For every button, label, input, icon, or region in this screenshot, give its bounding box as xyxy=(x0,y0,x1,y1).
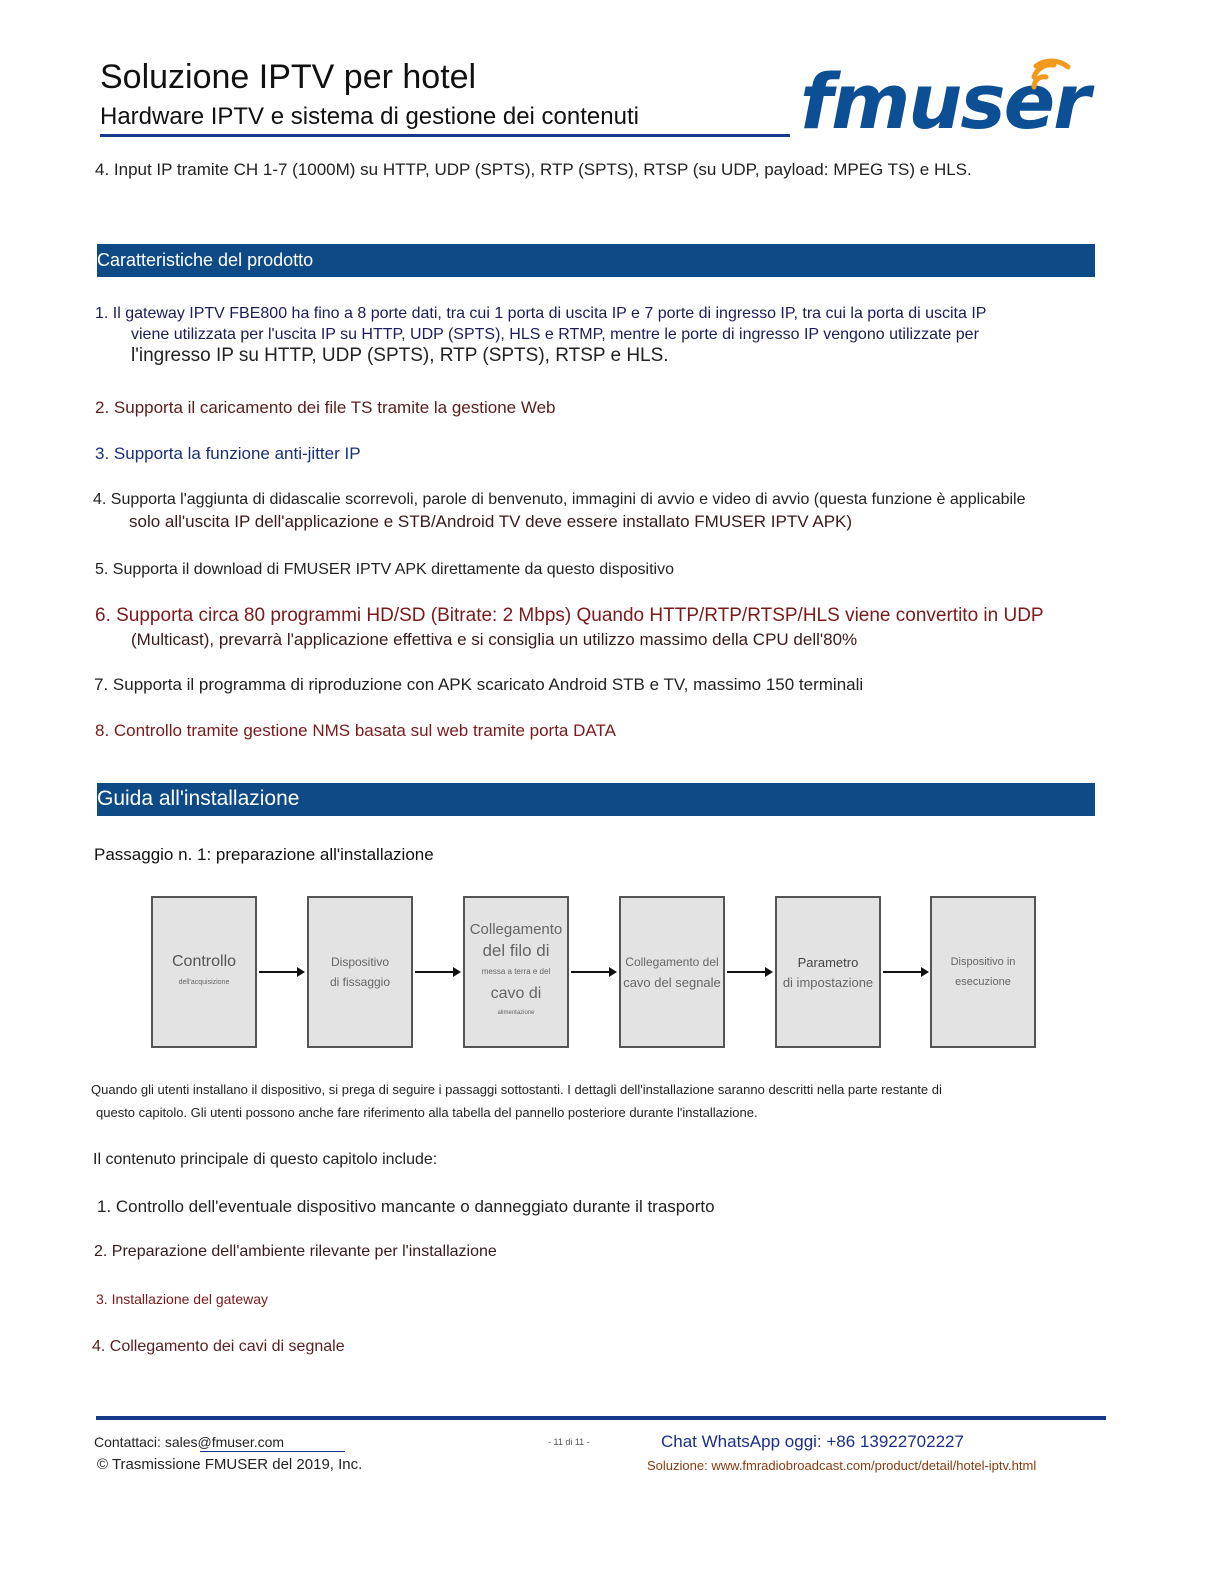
feature-line: 8. Controllo tramite gestione NMS basata sul web tramite porta DATA xyxy=(95,721,616,740)
flow-step-sublabel: di fissaggio xyxy=(329,975,391,989)
flow-step-sublabel: messa a terra e del xyxy=(481,967,551,976)
flow-step-run xyxy=(930,896,1036,1048)
footer-whatsapp[interactable]: Chat WhatsApp oggi: +86 13922702227 xyxy=(661,1432,964,1451)
features-section-bar xyxy=(97,244,1095,277)
header-divider xyxy=(100,134,790,137)
step-heading: Passaggio n. 1: preparazione all'installazione xyxy=(94,845,434,864)
feature-item xyxy=(95,444,361,464)
chapter-contents-item: 1. Controllo dell'eventuale dispositivo mancante o danneggiato durante il trasporto xyxy=(97,1197,715,1216)
feature-item xyxy=(95,721,616,741)
installation-paragraph: Quando gli utenti installano il dispositivo, si prega di seguire i passaggi sottostanti. I dettagli dell'installazione saranno descritti nella parte restante di xyxy=(91,1082,942,1097)
features-heading: Caratteristiche del prodotto xyxy=(97,250,314,270)
feature-line: 4. Supporta l'aggiunta di didascalie scorrevoli, parole di benvenuto, immagini di avvio e video di avvio (questa funzione è applicabile xyxy=(93,491,1026,508)
chapter-contents-item: 4. Collegamento dei cavi di segnale xyxy=(92,1338,345,1355)
feature-item xyxy=(95,398,556,418)
feature-line: 3. Supporta la funzione anti-jitter IP xyxy=(95,444,361,463)
flow-arrow xyxy=(259,971,303,973)
flow-step-sublabel: esecuzione xyxy=(955,976,1011,988)
flow-step-sublabel: alimentazione xyxy=(497,1010,535,1016)
footer-contact[interactable]: Contattaci: sales@fmuser.com xyxy=(94,1434,285,1450)
flow-step-label: Controllo xyxy=(171,953,237,970)
signal-waves-icon xyxy=(1028,57,1078,97)
flow-step-label: Parametro xyxy=(797,955,859,970)
flow-arrow xyxy=(727,971,771,973)
feature-item xyxy=(93,491,1026,532)
feature-line: 5. Supporta il download di FMUSER IPTV APK direttamente da questo dispositivo xyxy=(95,561,674,578)
flow-arrow xyxy=(415,971,459,973)
flow-step-signal-cable xyxy=(619,896,725,1048)
chapter-contents-item: 2. Preparazione dell'ambiente rilevante per l'installazione xyxy=(94,1243,497,1260)
feature-line: viene utilizzata per l'uscita IP su HTTP, UDP (SPTS), HLS e RTMP, mentre le porte di ingresso IP vengono utilizzate per xyxy=(131,326,979,343)
document-subtitle: Hardware IPTV e sistema di gestione dei contenuti xyxy=(100,103,639,130)
flow-step-label: Collegamento xyxy=(469,921,563,938)
feature-item xyxy=(94,675,863,695)
flow-arrow xyxy=(883,971,927,973)
feature-line: 1. Il gateway IPTV FBE800 ha fino a 8 porte dati, tra cui 1 porta di uscita IP e 7 porte di ingresso IP, tra cui la porta di uscita IP xyxy=(95,305,987,322)
flow-step-label: del filo di xyxy=(482,941,550,960)
page-number: - 11 di 11 - xyxy=(548,1437,590,1447)
flow-step-parameters xyxy=(775,896,881,1048)
flow-step-label: Dispositivo xyxy=(330,955,390,969)
footer-solution-link[interactable]: Soluzione: www.fmradiobroadcast.com/product/detail/hotel-iptv.html xyxy=(647,1458,1037,1473)
feature-line: 7. Supporta il programma di riproduzione con APK scaricato Android STB e TV, massimo 150 terminali xyxy=(94,675,864,694)
feature-line: 2. Supporta il caricamento dei file TS tramite la gestione Web xyxy=(95,398,556,417)
installation-section-bar xyxy=(97,783,1095,816)
footer-email-underline xyxy=(200,1451,345,1452)
flow-step-sublabel: dell'acquisizione xyxy=(178,979,230,986)
feature-item xyxy=(95,305,986,367)
flow-step-label: Collegamento del xyxy=(625,955,719,969)
flow-step-check xyxy=(151,896,257,1048)
feature-item xyxy=(95,605,1044,650)
installation-paragraph: questo capitolo. Gli utenti possono anche fare riferimento alla tabella del pannello posteriore durante l'installazione. xyxy=(96,1105,758,1120)
logo-wordmark: fmuser xyxy=(800,57,1089,146)
feature-line: l'ingresso IP su HTTP, UDP (SPTS), RTP (SPTS), RTSP e HLS. xyxy=(131,345,669,366)
feature-line: (Multicast), prevarrà l'applicazione effettiva e si consiglia un utilizzo massimo della CPU dell'80% xyxy=(131,630,858,649)
footer-copyright: © Trasmissione FMUSER del 2019, Inc. xyxy=(97,1456,363,1473)
flow-step-sublabel: di impostazione xyxy=(782,975,874,990)
feature-line: solo all'uscita IP dell'applicazione e STB/Android TV deve essere installato FMUSER IPTV APK) xyxy=(129,512,853,531)
flow-step-label: cavo di xyxy=(490,985,542,1002)
feature-item xyxy=(95,561,674,579)
flow-step-label: Dispositivo in xyxy=(950,956,1016,968)
intro-line: 4. Input IP tramite CH 1-7 (1000M) su HTTP, UDP (SPTS), RTP (SPTS), RTSP (su UDP, payload: MPEG TS) e HLS. xyxy=(95,160,972,179)
flow-step-ground-wire xyxy=(463,896,569,1048)
feature-line: 6. Supporta circa 80 programmi HD/SD (Bitrate: 2 Mbps) Quando HTTP/RTP/RTSP/HLS viene convertito in UDP xyxy=(95,605,1044,626)
flow-step-sublabel: cavo del segnale xyxy=(623,975,721,990)
flow-step-mount xyxy=(307,896,413,1048)
chapter-contents-item: 3. Installazione del gateway xyxy=(96,1291,268,1307)
document-title: Soluzione IPTV per hotel xyxy=(100,58,477,96)
chapter-contents-intro: Il contenuto principale di questo capitolo include: xyxy=(93,1151,438,1168)
flow-arrow xyxy=(571,971,615,973)
installation-heading: Guida all'installazione xyxy=(97,787,300,810)
footer-divider xyxy=(96,1416,1106,1420)
fmuser-logo xyxy=(800,55,1100,150)
